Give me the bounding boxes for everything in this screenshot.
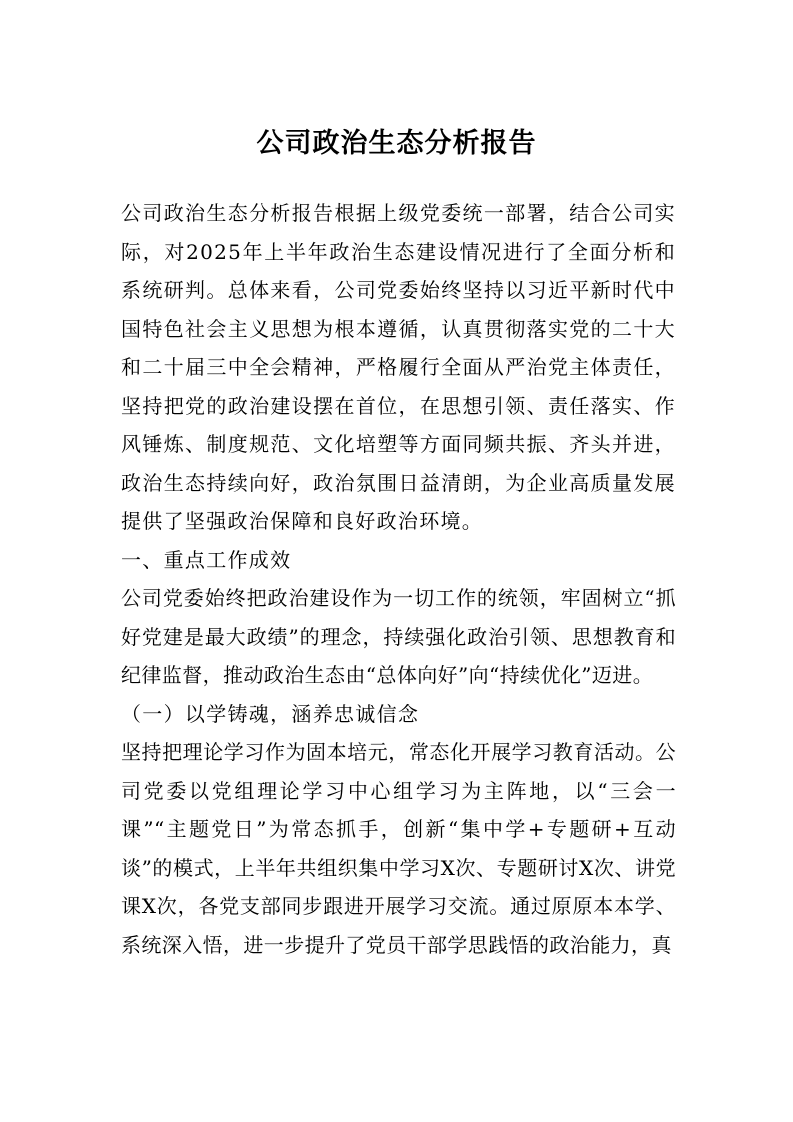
section-heading-1: 一、重点工作成效 [121,547,292,572]
paragraph-overview: 公司政治生态分析报告根据上级党委统一部署，结合公司实际，对2025年上半年政治生态建设情况进行了全面分析和系统研判。总体来看，公司党委始终坚持以习近平新时代中国特色社会主义思想为根本遵循，认真贯彻落实党的二十大和二十届三中全会精神，严格履行全面从严治党主体责任，坚持把党的政治建设摆在首位，在思想引领、责任落实、作风锤炼、制度规范、文化培塑等方面同频共振、齐头并进，政治生态持续向好，政治氛围日益清朗，为企业高质量发展提供了坚强政治保障和良好政治环境。 [121,201,676,533]
document-title: 公司政治生态分析报告 [256,128,537,159]
paragraph-section-1-intro: 公司党委始终把政治建设作为一切工作的统领，牢固树立“抓好党建是最大政绩”的理念，持续强化政治引领、思想教育和纪律监督，推动政治生态由“总体向好”向“持续优化”迈进。 [121,586,676,687]
subsection-heading-1: （一）以学铸魂，涵养忠诚信念 [121,701,420,726]
paragraph-subsection-1: 坚持把理论学习作为固本培元，常态化开展学习教育活动。公司党委以党组理论学习中心组学习为主阵地，以“三会一课”“主题党日”为常态抓手，创新“集中学+专题研+互动谈”的模式，上半年共组织集中学习X次、专题研讨X次、讲党课X次，各党支部同步跟进开展学习交流。通过原原本本学、系统深入悟，进一步提升了党员干部学思践悟的政治能力，真 [121,740,676,957]
document-body [121,194,676,964]
